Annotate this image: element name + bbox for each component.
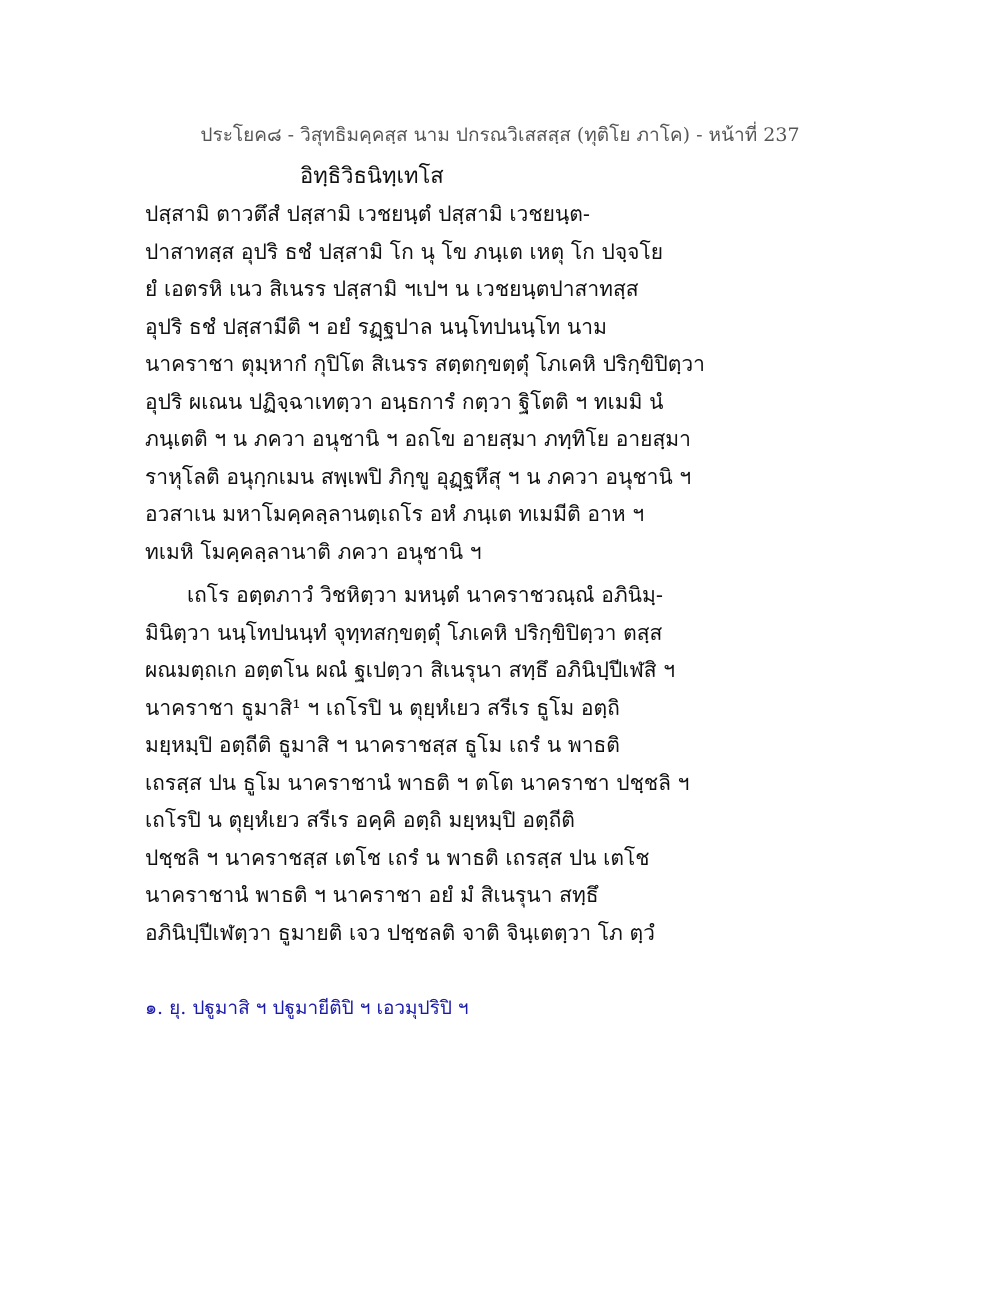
text-line: เถรสฺส ปน ธูโม นาคราชานํ พาธติ ฯ ตโต นาคราชา ปชฺชลิ ฯ <box>145 770 690 795</box>
text-line: ปสฺสามิ ตาวตึสํ ปสฺสามิ เวชยนฺตํ ปสฺสามิ เวชยนฺต- <box>145 202 590 226</box>
text-line: มินิตฺวา นนฺโทปนนฺทํ จุทฺทสกฺขตฺตุํ โภเคหิ ปริกฺขิปิตฺวา ตสฺส <box>145 620 663 645</box>
section-title: อิทฺธิวิธนิทฺเทโส <box>300 164 444 189</box>
text-line: ราหุโลติ อนุกฺกเมน สพฺเพปิ ภิกฺขู อุฏฺฐหึสุ ฯ น ภควา อนุชานิ ฯ <box>145 464 692 489</box>
text-line: อุปริ ผเณน ปฏิจฺฉาเทตฺวา อนฺธการํ กตฺวา ฐิโตติ ฯ ทเมมิ นํ <box>145 389 664 414</box>
running-header: ประโยค๘ - วิสุทธิมคฺคสฺส นาม ปกรณวิเสสสฺส (ทุติโย ภาโค) - หน้าที่ 237 <box>200 124 800 146</box>
text-line: อุปริ ธชํ ปสฺสามีติ ฯ อยํ รฏฺฐปาล นนฺโทปนนฺโท นาม <box>145 314 607 339</box>
text-line: เถโรปิ น ตุยฺหํเยว สรีเร อคฺคิ อตฺถิ มยฺหมฺปิ อตฺถีติ <box>145 808 575 832</box>
text-line: ยํ เอตรหิ เนว สิเนรร ปสฺสามิ ฯเปฯ น เวชยนฺตปาสาทสฺส <box>145 277 639 301</box>
text-line: นาคราชานํ พาธติ ฯ นาคราชา อยํ มํ สิเนรุนา สทฺธึ <box>145 883 599 907</box>
text-line: นาคราชา ธูมาสิ¹ ฯ เถโรปิ น ตุยฺหํเยว สรีเร ธูโม อตฺถิ <box>145 695 620 720</box>
text-line-indented: เถโร อตฺตภาวํ วิชหิตฺวา มหนฺตํ นาคราชวณฺณํ อภินิมฺ- <box>187 583 663 607</box>
body-text <box>145 196 705 952</box>
footnote: ๑. ยุ. ปฐูมาสิ ฯ ปฐูมายีติปิ ฯ เอวมุปริปิ ฯ <box>145 997 469 1019</box>
text-line: ปชฺชลิ ฯ นาคราชสฺส เตโช เถรํ น พาธติ เถรสฺส ปน เตโช <box>145 845 650 870</box>
text-line: อภินิปฺปีเฬตฺวา ธูมายติ เจว ปชฺชลติ จาติ จินฺเตตฺวา โภ ตฺวํ <box>145 920 655 945</box>
text-line: ทเมหิ โมคฺคลฺลานาติ ภควา อนุชานิ ฯ <box>145 539 482 564</box>
text-line: ปาสาทสฺส อุปริ ธชํ ปสฺสามิ โก นุ โข ภนฺเต เหตุ โก ปจฺจโย <box>145 239 664 264</box>
text-line: มยฺหมฺปิ อตฺถีติ ธูมาสิ ฯ นาคราชสฺส ธูโม เถรํ น พาธติ <box>145 733 620 757</box>
text-line: อวสาเน มหาโมคฺคลฺลานตฺเถโร อหํ ภนฺเต ทเมมีติ อาห ฯ <box>145 502 645 526</box>
text-line: ภนฺเตติ ฯ น ภควา อนุชานิ ฯ อถโข อายสฺมา ภทฺทิโย อายสฺมา <box>145 427 691 451</box>
text-line: นาคราชา ตุมฺหากํ กุปิโต สิเนรร สตฺตกฺขตฺตุํ โภเคหิ ปริกฺขิปิตฺวา <box>145 352 705 376</box>
text-line: ผณมตฺถเก อตฺตโน ผณํ ฐเปตฺวา สิเนรุนา สทฺธึ อภินิปฺปีเฬสิ ฯ <box>145 658 676 682</box>
